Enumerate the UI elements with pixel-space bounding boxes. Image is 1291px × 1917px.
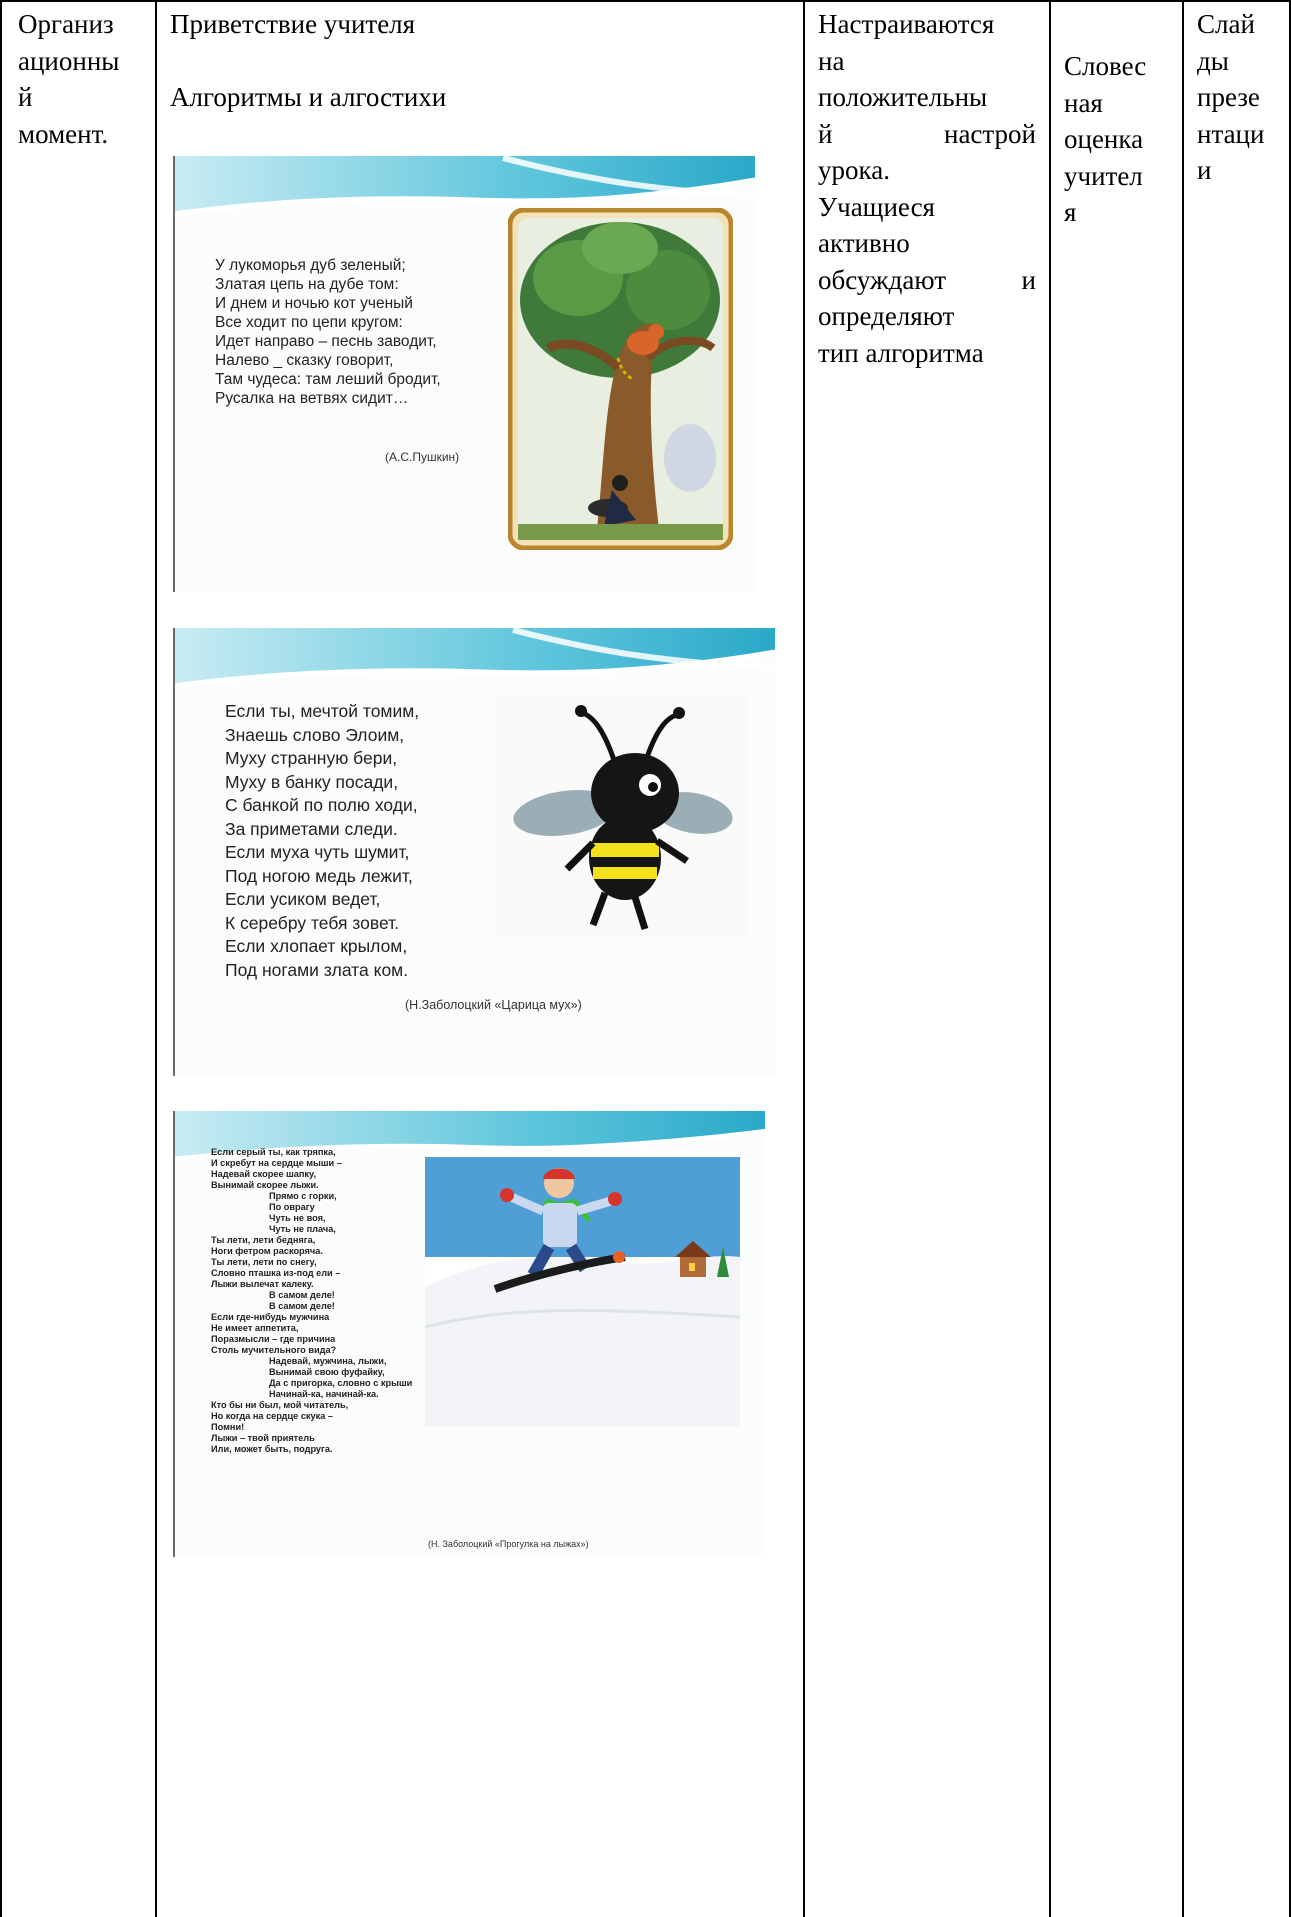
slide-zabolotsky-flies xyxy=(173,628,775,1076)
resources-line: презе xyxy=(1197,82,1260,112)
poem-line: Вынимай свою фуфайку, xyxy=(269,1367,385,1377)
poem-line: У лукоморья дуб зеленый; xyxy=(215,257,406,274)
poem-line: По оврагу xyxy=(269,1202,315,1212)
poem-text xyxy=(225,700,419,982)
assessment-line: Словес xyxy=(1064,51,1147,81)
poem-line: Муху странную бери, xyxy=(225,748,398,768)
skier-cartoon xyxy=(425,1157,740,1427)
poem-line: Под ногою медь лежит, xyxy=(225,865,413,886)
poem-author: (Н.Заболоцкий «Царица мух») xyxy=(405,998,582,1012)
poem-line: Если серый ты, как тряпка, xyxy=(211,1147,336,1157)
assessment-cell xyxy=(1064,48,1172,231)
students-word: и xyxy=(1021,264,1036,295)
poem-line: В самом деле! xyxy=(269,1301,335,1311)
slide-pushkin xyxy=(173,156,755,592)
topic-text: Алгоритмы и алгостихи xyxy=(170,81,447,112)
slide-left-edge xyxy=(173,156,175,592)
students-line-justified xyxy=(818,116,1036,153)
poem-line: Поразмысли – где причина xyxy=(211,1334,336,1344)
assessment-line: учител xyxy=(1064,160,1143,191)
poem-line: В самом деле! xyxy=(269,1290,335,1300)
content-cell xyxy=(170,6,790,115)
assessment-line: я xyxy=(1064,197,1077,227)
students-line: Учащиеся xyxy=(818,191,935,222)
assessment-line: ная xyxy=(1064,87,1103,118)
students-line: тип алгоритма xyxy=(818,337,984,368)
poem-line: И днем и ночью кот ученый xyxy=(215,295,413,312)
poem-line: Все ходит по цепи кругом: xyxy=(215,314,403,331)
poem-line: Под ногами злата ком. xyxy=(225,959,409,980)
poem-line: Если усиком ведет, xyxy=(225,889,381,909)
students-line: урока. xyxy=(818,155,890,185)
poem-line: Если ты, мечтой томим, xyxy=(225,701,420,721)
poem-line: За приметами следи. xyxy=(225,818,398,839)
poem-line: Вынимай скорее лыжи. xyxy=(211,1180,319,1190)
poem-line: Надевай, мужчина, лыжи, xyxy=(269,1356,387,1366)
poem-line: Муху в банку посади, xyxy=(225,771,399,792)
poem-line: Словно пташка из-под ели – xyxy=(211,1268,341,1278)
poem-line: Начинай-ка, начинай-ка. xyxy=(269,1389,379,1399)
poem-line: И скребут на сердце мыши – xyxy=(211,1158,342,1168)
stage-line: ационны xyxy=(18,45,120,76)
poem-line: Русалка на ветвях сидит… xyxy=(215,390,409,407)
students-word: обсуждают xyxy=(818,264,946,295)
students-line: Настраиваются xyxy=(818,9,995,39)
poem-line: Ты лети, лети бедняга, xyxy=(211,1235,316,1245)
poem-line: Чуть не плача, xyxy=(269,1224,336,1234)
bee-cartoon xyxy=(495,693,747,943)
stage-line: Организ xyxy=(18,9,114,39)
resources-line: Слай xyxy=(1197,9,1255,39)
column-divider-4 xyxy=(1182,0,1184,1917)
poem-line: Надевай скорее шапку, xyxy=(211,1169,316,1179)
poem-line: Не имеет аппетита, xyxy=(211,1323,299,1333)
poem-line: Если где-нибудь мужчина xyxy=(211,1312,330,1322)
poem-line: Прямо с горки, xyxy=(269,1191,337,1201)
stage-cell xyxy=(18,6,143,152)
poem-line: Да с пригорка, словно с крыши xyxy=(269,1378,413,1388)
students-line: активно xyxy=(818,228,910,258)
poem-text xyxy=(211,1147,412,1455)
poem-author: (Н. Заболоцкий «Прогулка на лыжах») xyxy=(428,1539,589,1549)
poem-line: Кто бы ни был, мой читатель, xyxy=(211,1400,349,1410)
poem-line: Ноги фетром раскоряча. xyxy=(211,1246,323,1256)
column-divider-3 xyxy=(1049,0,1051,1917)
poem-line: Столь мучительного вида? xyxy=(211,1345,337,1355)
poem-line: Лыжи – твой приятель xyxy=(211,1433,315,1443)
students-word: й xyxy=(818,118,833,149)
table-top-border xyxy=(0,0,1291,2)
poem-line: Златая цепь на дубе том: xyxy=(215,276,399,293)
oak-tree-illustration xyxy=(508,208,733,550)
students-line: определяют xyxy=(818,301,955,331)
students-word: настрой xyxy=(944,118,1036,149)
assessment-line: оценка xyxy=(1064,124,1144,154)
resources-cell xyxy=(1197,6,1279,189)
poem-line: Или, может быть, подруга. xyxy=(211,1444,333,1454)
table-border-left xyxy=(0,0,2,1917)
poem-line: Знаешь слово Элоим, xyxy=(225,724,405,745)
slide-wave-header xyxy=(173,628,775,698)
poem-line: Если муха чуть шумит, xyxy=(225,842,410,862)
poem-line: Там чудеса: там леший бродит, xyxy=(215,371,441,388)
poem-line: Если хлопает крылом, xyxy=(225,936,408,956)
students-line: положительны xyxy=(818,82,988,112)
students-line: на xyxy=(818,45,845,76)
poem-line: Чуть не воя, xyxy=(269,1213,326,1223)
poem-line: Налево _ сказку говорит, xyxy=(215,352,394,369)
poem-text xyxy=(215,256,441,408)
poem-line: К серебру тебя зовет. xyxy=(225,912,400,933)
poem-line: Идет направо – песнь заводит, xyxy=(215,333,437,350)
poem-line: Но когда на сердце скука – xyxy=(211,1411,334,1421)
stage-line: момент. xyxy=(18,118,109,149)
resources-line: и xyxy=(1197,155,1212,185)
resources-line: нтаци xyxy=(1197,118,1265,149)
students-line-justified xyxy=(818,262,1036,299)
greeting-text: Приветствие учителя xyxy=(170,9,416,39)
poem-line: Помни! xyxy=(211,1422,245,1432)
slide-zabolotsky-skiing xyxy=(173,1111,765,1557)
poem-line: Ты лети, лети по снегу, xyxy=(211,1257,317,1267)
slide-left-edge xyxy=(173,1111,175,1557)
slide-left-edge xyxy=(173,628,175,1076)
stage-line: й xyxy=(18,82,33,112)
column-divider-1 xyxy=(155,0,157,1917)
resources-line: ды xyxy=(1197,45,1229,76)
poem-line: Лыжи вылечат калеку. xyxy=(211,1279,314,1289)
poem-line: С банкой по полю ходи, xyxy=(225,795,418,815)
students-cell xyxy=(818,6,1036,371)
poem-author: (А.С.Пушкин) xyxy=(385,450,460,464)
column-divider-2 xyxy=(803,0,805,1917)
